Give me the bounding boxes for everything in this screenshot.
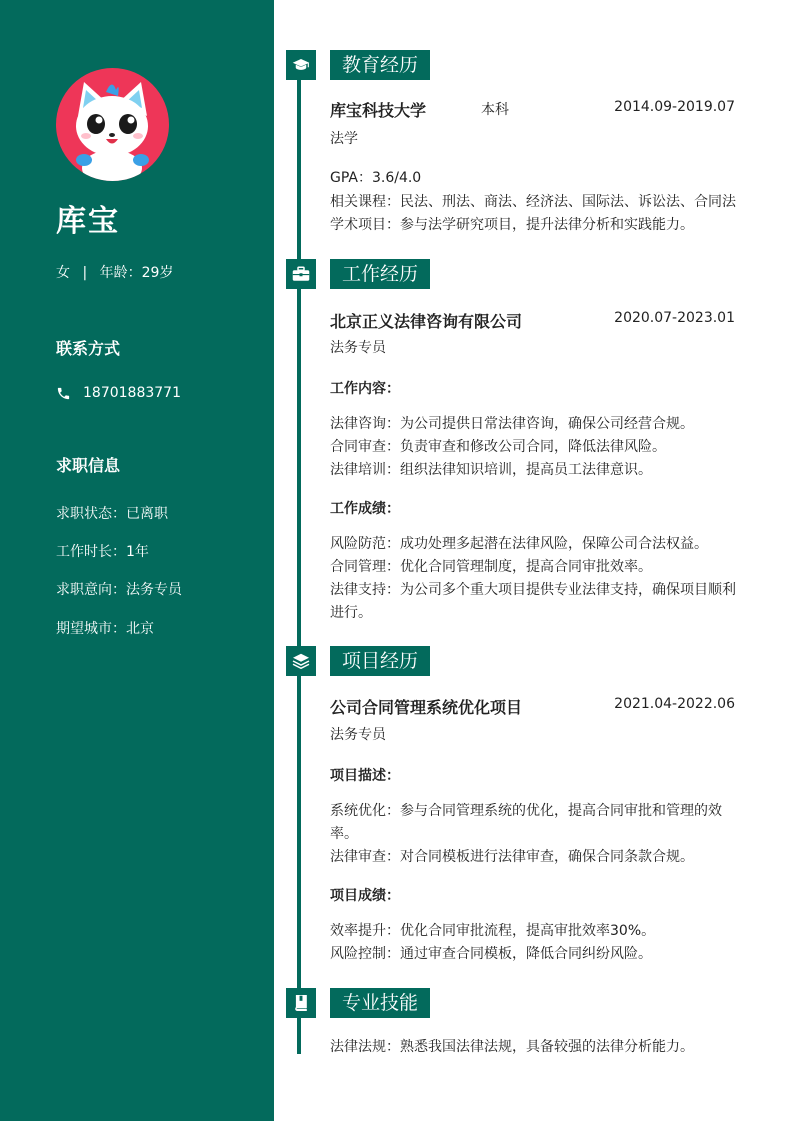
skills-section-icon [286, 988, 316, 1018]
work-dates: 2020.07-2023.01 [614, 310, 735, 326]
project-results-heading: 项目成绩： [330, 888, 400, 904]
degree: 本科 [481, 102, 509, 118]
work-content-item: 法律培训：组织法律知识培训，提高员工法律意识。 [330, 462, 652, 478]
education-dates: 2014.09-2019.07 [614, 99, 735, 115]
project-result-item: 效率提升：优化合同审批流程，提高审批效率30%。 [330, 923, 656, 939]
skill-line: 法律法规：熟悉我国法律法规，具备较强的法律分析能力。 [330, 1039, 694, 1055]
project-name: 公司合同管理系统优化项目 [330, 698, 523, 717]
gpa: GPA：3.6/4.0 [330, 170, 422, 186]
work-content-item: 法律咨询：为公司提供日常法律咨询，确保公司经营合规。 [330, 416, 694, 432]
work-result-item: 进行。 [330, 605, 372, 621]
basic-info [56, 262, 173, 282]
job-heading: 求职信息 [56, 456, 121, 475]
project-desc-item: 系统优化：参与合同管理系统的优化，提高合同审批和管理的效 [330, 803, 722, 819]
work-result-item: 法律支持：为公司多个重大项目提供专业法律支持，确保项目顺利 [330, 582, 736, 598]
work-section-title: 工作经历 [330, 259, 430, 289]
job-status: 求职状态：已离职 [56, 506, 168, 522]
work-result-item: 风险防范：成功处理多起潜在法律风险，保障公司合法权益。 [330, 536, 708, 552]
skills-section-title: 专业技能 [330, 988, 430, 1018]
contact-heading: 联系方式 [56, 339, 121, 358]
project-result-item: 风险控制：通过审查合同模板，降低合同纠纷风险。 [330, 946, 652, 962]
phone-row [56, 385, 181, 401]
job-duration: 工作时长：1年 [56, 544, 149, 560]
phone-icon [56, 386, 71, 401]
candidate-name: 库宝 [56, 204, 120, 239]
courses: 相关课程：民法、刑法、商法、经济法、国际法、诉讼法、合同法 [330, 194, 736, 210]
work-role: 法务专员 [330, 340, 386, 356]
major: 法学 [330, 131, 358, 147]
timeline-line [297, 60, 301, 1054]
layers-icon [292, 653, 310, 669]
project-dates: 2021.04-2022.06 [614, 696, 735, 712]
work-content-heading: 工作内容： [330, 381, 400, 397]
phone-number: 18701883771 [83, 385, 181, 401]
project-section-icon [286, 646, 316, 676]
work-content-item: 合同审查：负责审查和修改公司合同，降低法律风险。 [330, 439, 666, 455]
company-name: 北京正义法律咨询有限公司 [330, 312, 523, 331]
work-result-item: 合同管理：优化合同管理制度，提高合同审批效率。 [330, 559, 652, 575]
project-desc-item: 法律审查：对合同模板进行法律审查，确保合同条款合规。 [330, 849, 694, 865]
sidebar [0, 0, 274, 1121]
cat-mascot-icon [56, 68, 169, 181]
job-intention: 求职意向：法务专员 [56, 582, 182, 598]
work-results-heading: 工作成绩： [330, 501, 400, 517]
school-name: 库宝科技大学 [330, 101, 427, 120]
academic-project: 学术项目：参与法学研究项目，提升法律分析和实践能力。 [330, 217, 694, 233]
separator: | [82, 265, 88, 281]
education-section-icon [286, 50, 316, 80]
avatar [56, 68, 169, 181]
project-desc-heading: 项目描述： [330, 768, 400, 784]
job-city: 期望城市：北京 [56, 621, 154, 637]
gender: 女 [56, 265, 70, 281]
project-desc-item: 率。 [330, 826, 358, 842]
education-section-title: 教育经历 [330, 50, 430, 80]
project-role: 法务专员 [330, 727, 386, 743]
graduation-cap-icon [292, 57, 310, 73]
book-icon [293, 995, 309, 1011]
age: 年龄：29岁 [99, 265, 174, 281]
work-section-icon [286, 259, 316, 289]
briefcase-icon [292, 266, 310, 282]
project-section-title: 项目经历 [330, 646, 430, 676]
